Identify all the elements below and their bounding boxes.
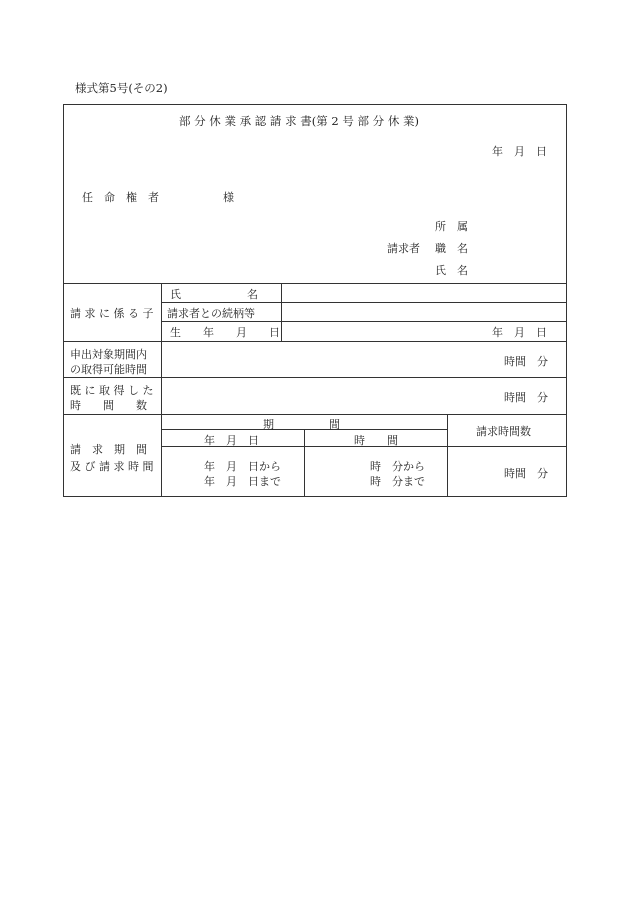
date-from: 年 月 日から bbox=[204, 460, 281, 473]
acquired-value: 時間 分 bbox=[504, 391, 548, 404]
acquired-label-1: 既 に 取 得 し た bbox=[70, 384, 154, 397]
affiliation-label: 所 属 bbox=[435, 220, 468, 233]
time-to: 時 分まで bbox=[370, 475, 425, 488]
period-header: 期 間 bbox=[263, 418, 340, 431]
child-birth-label: 生 年 月 日 bbox=[170, 326, 280, 339]
child-birth-value: 年 月 日 bbox=[492, 326, 547, 339]
position-label: 職 名 bbox=[435, 242, 468, 255]
requested-hours-header: 請求時間数 bbox=[476, 425, 531, 438]
hours-value: 時間 分 bbox=[504, 467, 548, 480]
child-label: 請 求 に 係 る 子 bbox=[70, 307, 154, 320]
name-label: 氏 名 bbox=[435, 264, 468, 277]
form-number: 様式第5号(その2) bbox=[75, 81, 168, 95]
date-header: 年 月 日 bbox=[204, 434, 259, 447]
divider-child-end bbox=[64, 341, 567, 342]
col-label-line bbox=[161, 283, 162, 497]
col-hours-line bbox=[447, 414, 448, 497]
appointer-label: 任 命 権 者 bbox=[82, 191, 159, 204]
child-relation-label: 請求者との続柄等 bbox=[167, 307, 255, 320]
available-value: 時間 分 bbox=[504, 355, 548, 368]
divider-acquired bbox=[64, 414, 567, 415]
time-header: 時 間 bbox=[354, 434, 398, 447]
divider-child-1 bbox=[161, 302, 567, 303]
acquired-label-2: 時 間 数 bbox=[70, 399, 147, 412]
divider-available bbox=[64, 377, 567, 378]
header-date: 年 月 日 bbox=[492, 145, 547, 158]
available-label-1: 申出対象期間内 bbox=[70, 348, 147, 361]
period-label-1: 請 求 期 間 bbox=[70, 443, 147, 456]
available-label-2: の取得可能時間 bbox=[70, 363, 147, 376]
requester-label: 請求者 bbox=[387, 242, 420, 255]
child-name-label: 氏 名 bbox=[170, 288, 258, 301]
col-period-mid-line bbox=[304, 429, 305, 497]
time-from: 時 分から bbox=[370, 460, 425, 473]
sama-label: 様 bbox=[223, 191, 234, 204]
request-form bbox=[63, 104, 567, 497]
col-child-value-line bbox=[281, 283, 282, 341]
divider-child-2 bbox=[161, 321, 567, 322]
divider-header bbox=[64, 283, 567, 284]
period-label-2: 及 び 請 求 時 間 bbox=[70, 460, 154, 473]
form-title: 部 分 休 業 承 認 請 求 書(第 2 号 部 分 休 業) bbox=[179, 114, 419, 128]
date-to: 年 月 日まで bbox=[204, 475, 281, 488]
